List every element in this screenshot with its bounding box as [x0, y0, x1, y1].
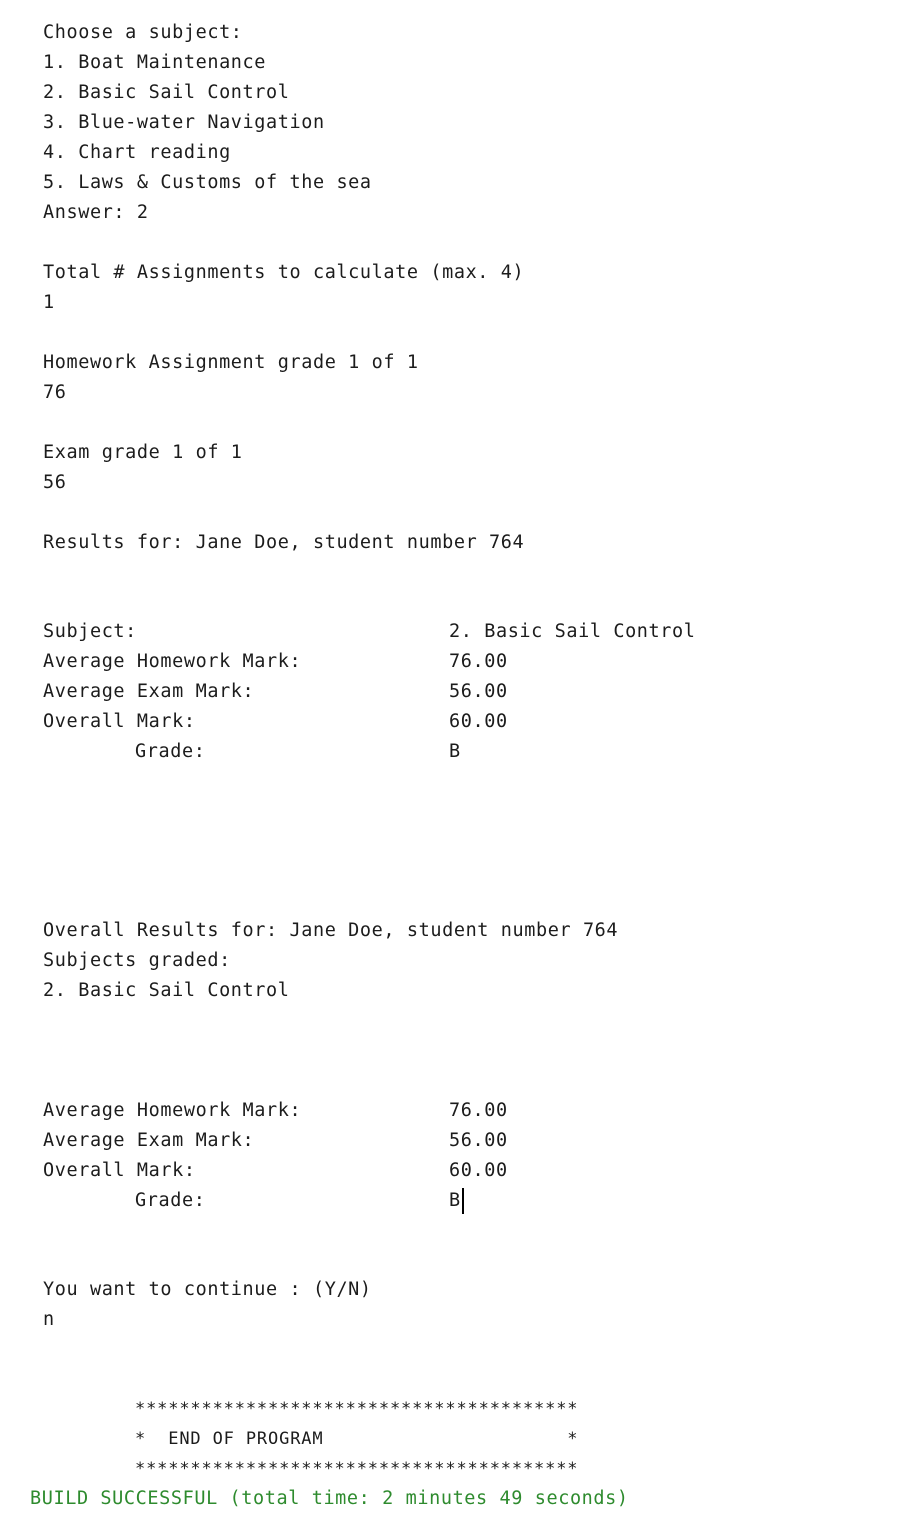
overall-exam-value: 56.00	[449, 1130, 508, 1151]
menu-item-chart-reading: 4. Chart reading	[43, 142, 231, 163]
results-exam-value: 56.00	[449, 681, 508, 702]
assignments-value: 1	[43, 292, 55, 313]
overall-mark-value: 60.00	[449, 1160, 508, 1181]
results-header: Results for: Jane Doe, student number 764	[43, 532, 525, 553]
results-subject-label: Subject:	[43, 621, 137, 642]
results-subject-value: 2. Basic Sail Control	[449, 621, 696, 642]
continue-prompt: You want to continue : (Y/N)	[43, 1279, 372, 1300]
exam-value: 56	[43, 472, 67, 493]
overall-homework-label: Average Homework Mark:	[43, 1100, 302, 1121]
homework-prompt: Homework Assignment grade 1 of 1	[43, 352, 419, 373]
results-homework-label: Average Homework Mark:	[43, 651, 302, 672]
text-cursor	[462, 1188, 464, 1214]
overall-exam-label: Average Exam Mark:	[43, 1130, 255, 1151]
assignments-prompt: Total # Assignments to calculate (max. 4)	[43, 262, 525, 283]
overall-grade-value: B	[449, 1190, 461, 1211]
banner-top: ****************************************	[135, 1399, 579, 1419]
continue-value: n	[43, 1309, 55, 1330]
subjects-graded-label: Subjects graded:	[43, 950, 231, 971]
results-overall-label: Overall Mark:	[43, 711, 196, 732]
menu-item-boat-maintenance: 1. Boat Maintenance	[43, 52, 267, 73]
results-exam-label: Average Exam Mark:	[43, 681, 255, 702]
overall-header: Overall Results for: Jane Doe, student number 764	[43, 920, 619, 941]
results-grade-value: B	[449, 741, 461, 762]
results-homework-value: 76.00	[449, 651, 508, 672]
exam-prompt: Exam grade 1 of 1	[43, 442, 243, 463]
menu-item-basic-sail-control: 2. Basic Sail Control	[43, 82, 290, 103]
menu-item-blue-water-navigation: 3. Blue-water Navigation	[43, 112, 325, 133]
menu-answer: Answer: 2	[43, 202, 149, 223]
banner-end-of-program: * END OF PROGRAM *	[135, 1429, 579, 1449]
overall-grade-label: Grade:	[135, 1190, 206, 1211]
results-overall-value: 60.00	[449, 711, 508, 732]
homework-value: 76	[43, 382, 67, 403]
menu-prompt: Choose a subject:	[43, 22, 243, 43]
overall-mark-label: Overall Mark:	[43, 1160, 196, 1181]
results-grade-label: Grade:	[135, 741, 206, 762]
build-status: BUILD SUCCESSFUL (total time: 2 minutes 49 seconds)	[30, 1488, 629, 1509]
menu-item-laws-customs: 5. Laws & Customs of the sea	[43, 172, 372, 193]
overall-homework-value: 76.00	[449, 1100, 508, 1121]
subjects-graded-item: 2. Basic Sail Control	[43, 980, 290, 1001]
overall-grade-row	[449, 1186, 464, 1216]
banner-bottom: ****************************************	[135, 1459, 579, 1479]
